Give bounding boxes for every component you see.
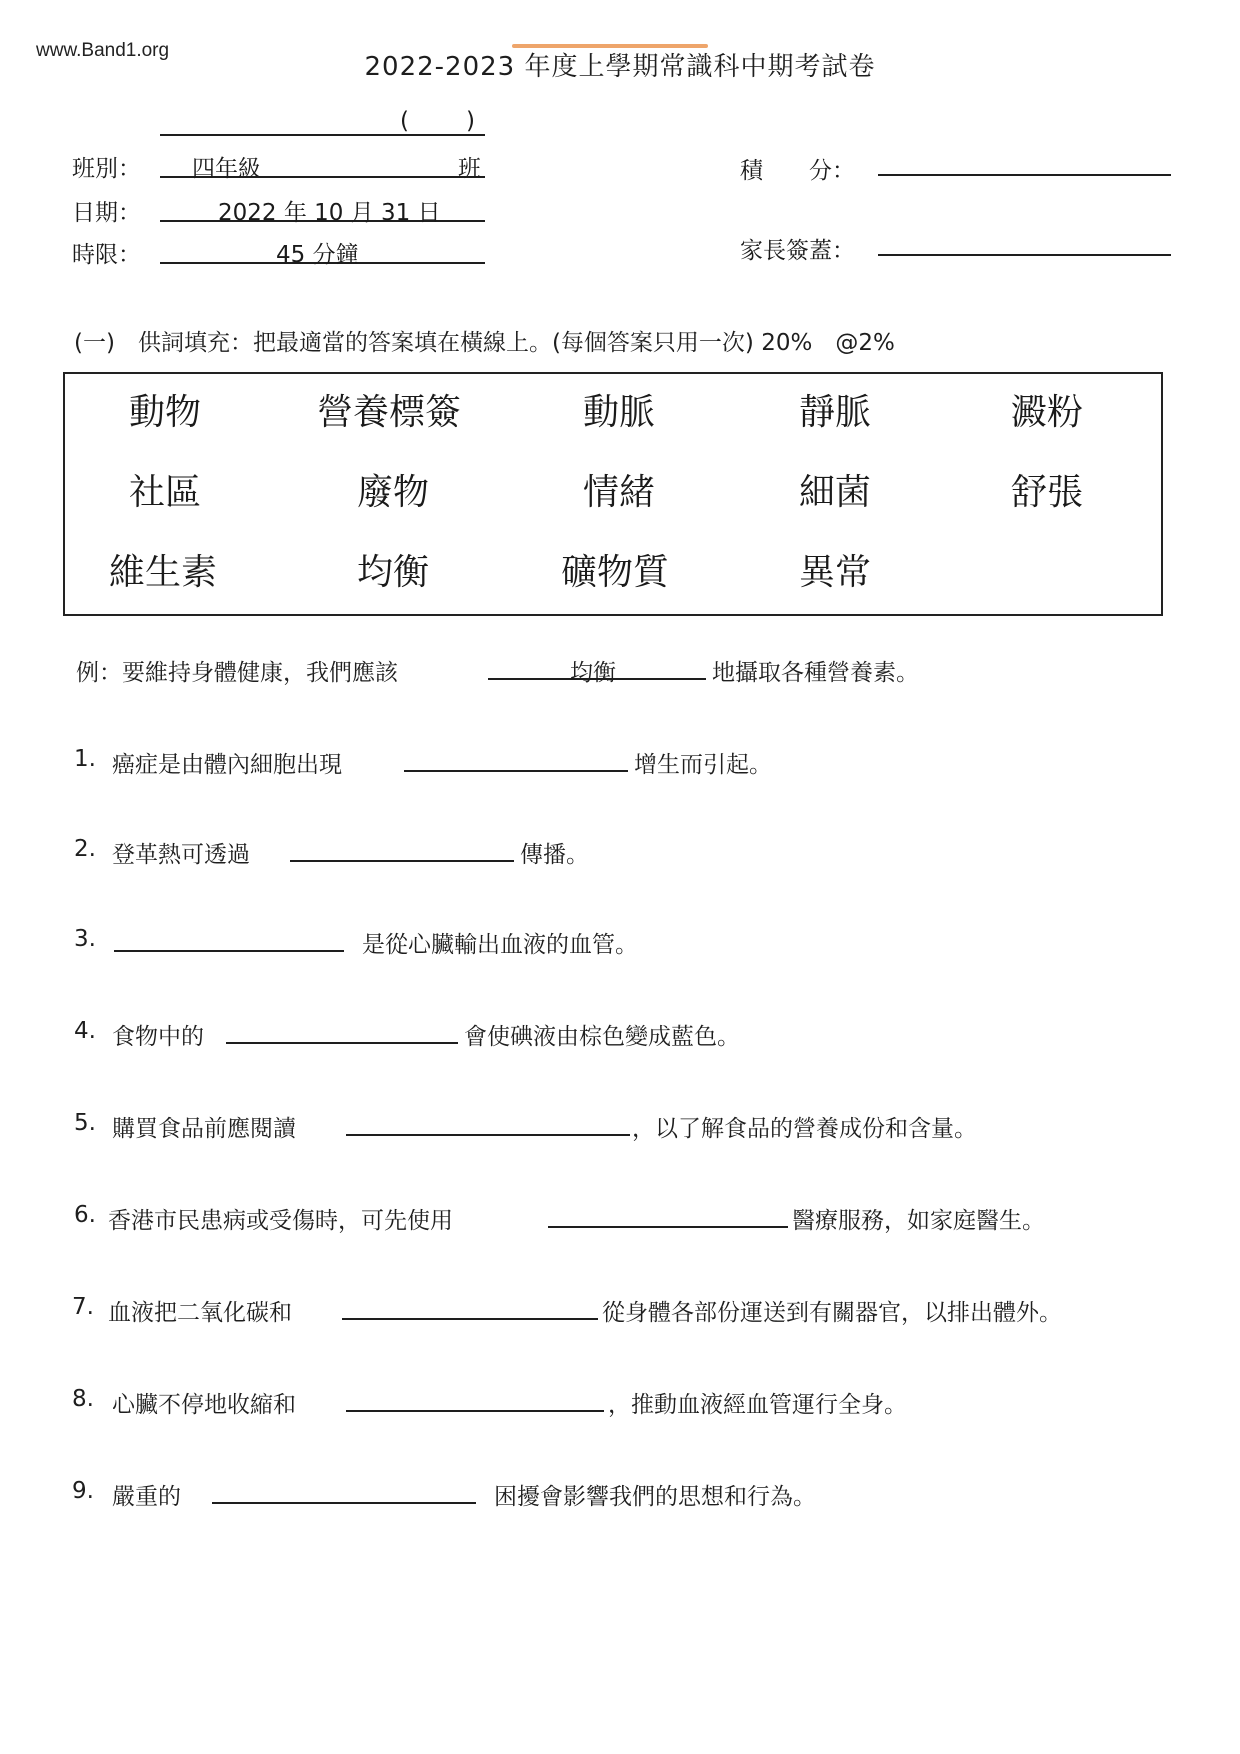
- answer-blank[interactable]: [404, 744, 628, 772]
- question-text-after: 醫療服務，如家庭醫生。: [792, 1208, 1045, 1234]
- question-text-before: 心臟不停地收縮和: [112, 1392, 296, 1418]
- answer-blank[interactable]: [346, 1108, 630, 1136]
- score-label: 積 分：: [740, 158, 855, 184]
- answer-blank[interactable]: [212, 1476, 476, 1504]
- question-text-before: 食物中的: [112, 1024, 204, 1050]
- word-bank-item: 均衡: [357, 552, 430, 593]
- question-text-after: ，以了解食品的營養成份和含量。: [632, 1116, 977, 1142]
- watermark: www.Band1.org: [36, 40, 170, 61]
- word-bank-item: 靜脈: [799, 392, 872, 433]
- question-text-before: 香港市民患病或受傷時，可先使用: [108, 1208, 453, 1234]
- question-text-after: 會使碘液由棕色變成藍色。: [464, 1024, 740, 1050]
- parent-signature-label: 家長簽蓋：: [740, 238, 855, 264]
- question-text-before: 購買食品前應閱讀: [112, 1116, 296, 1142]
- class-number-paren-close: ): [466, 108, 475, 134]
- question-text-after: 困擾會影響我們的思想和行為。: [494, 1484, 816, 1510]
- question-number: 8.: [72, 1386, 94, 1412]
- question-text-after: ，推動血液經血管運行全身。: [608, 1392, 907, 1418]
- word-bank-item: 舒張: [1011, 472, 1084, 513]
- question-text-before: 嚴重的: [112, 1484, 181, 1510]
- word-bank-item: 動脈: [583, 392, 656, 433]
- word-bank-item: 維生素: [109, 552, 218, 593]
- question-text-after: 傳播。: [520, 842, 589, 868]
- question-number: 4.: [74, 1018, 96, 1044]
- question-number: 3.: [74, 926, 96, 952]
- answer-blank[interactable]: [342, 1292, 598, 1320]
- answer-blank[interactable]: [346, 1384, 604, 1412]
- date-label: 日期：: [72, 200, 141, 226]
- word-bank-box: [63, 372, 1163, 616]
- answer-blank[interactable]: [114, 924, 344, 952]
- date-value: 2022 年 10 月 31 日: [218, 200, 441, 226]
- question-text-after: 從身體各部份運送到有關器官，以排出體外。: [602, 1300, 1062, 1326]
- section-title: (一) 供詞填充：把最適當的答案填在橫線上。(每個答案只用一次) 20% @2%: [74, 330, 895, 356]
- example-suffix: 地攝取各種營養素。: [712, 660, 919, 686]
- parent-signature-field-line[interactable]: [878, 224, 1171, 256]
- word-bank-item: 營養標簽: [317, 392, 462, 433]
- score-field-line[interactable]: [878, 144, 1171, 176]
- word-bank-item: 社區: [129, 472, 202, 513]
- question-text-after: 增生而引起。: [634, 752, 772, 778]
- time-value: 45 分鐘: [276, 242, 359, 268]
- question-text-before: 癌症是由體內細胞出現: [112, 752, 342, 778]
- class-value: 四年級: [192, 156, 261, 182]
- answer-blank[interactable]: [226, 1016, 458, 1044]
- word-bank-item: 廢物: [357, 472, 430, 513]
- question-text-before: 登革熱可透過: [112, 842, 250, 868]
- question-text-before: 血液把二氧化碳和: [108, 1300, 292, 1326]
- word-bank-item: 細菌: [799, 472, 872, 513]
- page-title: 2022-2023 年度上學期常識科中期考試卷: [364, 52, 876, 82]
- answer-blank[interactable]: [548, 1200, 788, 1228]
- example-answer: 均衡: [570, 660, 616, 686]
- time-label: 時限：: [72, 242, 141, 268]
- question-number: 2.: [74, 836, 96, 862]
- question-number: 5.: [74, 1110, 96, 1136]
- class-label: 班別：: [72, 156, 141, 182]
- word-bank-item: 異常: [799, 552, 872, 593]
- word-bank-item: 情緒: [583, 472, 656, 513]
- class-number-paren-open: (: [400, 108, 409, 134]
- question-text-after: 是從心臟輸出血液的血管。: [362, 932, 638, 958]
- answer-blank[interactable]: [290, 834, 514, 862]
- word-bank-item: 動物: [129, 392, 202, 433]
- question-number: 7.: [72, 1294, 94, 1320]
- name-field-line[interactable]: [160, 104, 485, 136]
- class-suffix: 班: [458, 156, 481, 182]
- question-number: 9.: [72, 1478, 94, 1504]
- word-bank-item: 澱粉: [1011, 392, 1084, 433]
- question-number: 6.: [74, 1202, 96, 1228]
- question-number: 1.: [74, 746, 96, 772]
- word-bank-item: 礦物質: [561, 552, 670, 593]
- example-prefix: 例：要維持身體健康，我們應該: [76, 660, 398, 686]
